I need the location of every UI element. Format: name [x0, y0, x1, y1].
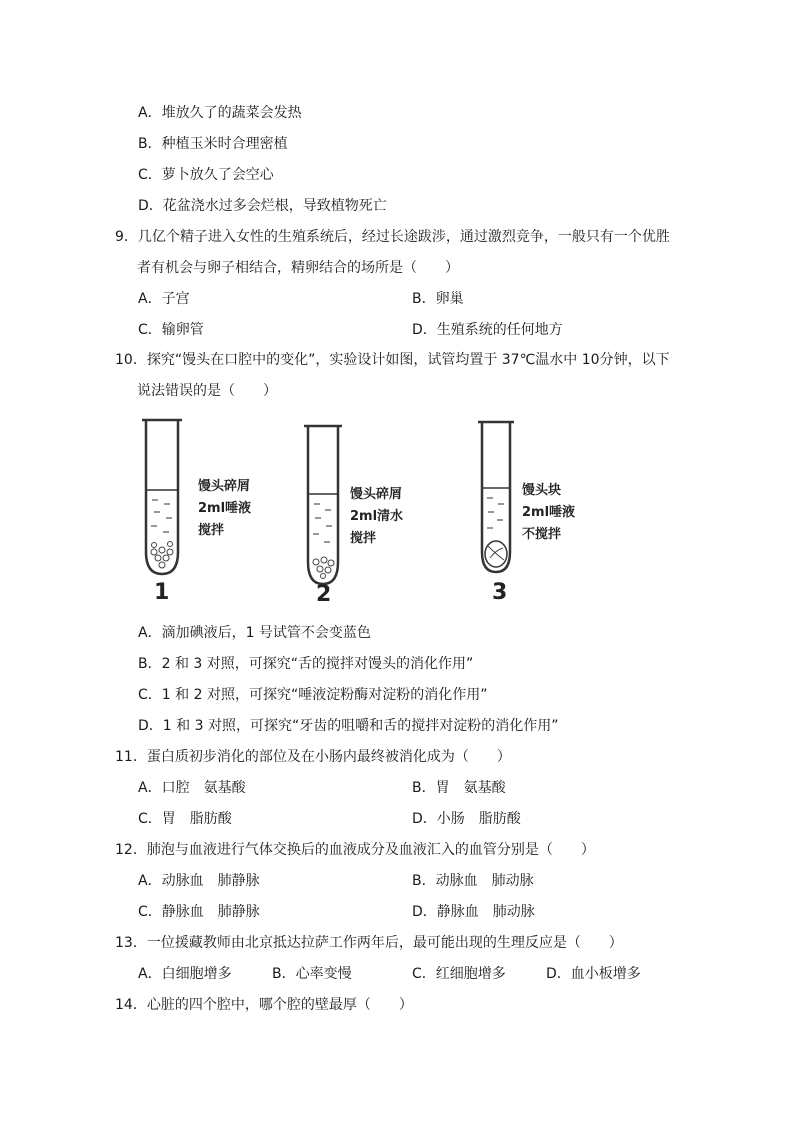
q12-option-c: C．静脉血 肺静脉: [138, 904, 260, 920]
q10-option-d: D．1 和 3 对照，可探究“牙齿的咀嚼和舌的搅拌对淀粉的消化作用”: [138, 718, 559, 734]
q10-stem-line2: 说法错误的是（ ）: [137, 383, 277, 399]
test-tube-2-icon: [304, 426, 342, 584]
q9-stem-line2: 者有机会与卵子相结合，精卵结合的场所是（ ）: [137, 260, 459, 276]
test-tube-3-icon: [478, 422, 514, 572]
q11-option-a: A．口腔 氨基酸: [138, 780, 246, 796]
q9-option-b: B．卵巢: [412, 291, 464, 307]
test-tube-figure: [120, 412, 680, 612]
tube-1-number: 1: [154, 580, 170, 605]
q10-option-b: B．2 和 3 对照，可探究“舌的搅拌对馒头的消化作用”: [138, 656, 474, 672]
q14-stem: 14．心脏的四个腔中，哪个腔的壁最厚（ ）: [115, 997, 413, 1013]
q8-option-c: C．萝卜放久了会空心: [138, 167, 274, 183]
q13-stem: 13．一位援藏教师由北京抵达拉萨工作两年后，最可能出现的生理反应是（ ）: [115, 935, 623, 951]
q11-option-c: C．胃 脂肪酸: [138, 811, 232, 827]
q11-stem: 11．蛋白质初步消化的部位及在小肠内最终被消化成为（ ）: [115, 749, 511, 765]
q9-option-c: C．输卵管: [138, 322, 204, 338]
q13-option-a: A．白细胞增多: [138, 966, 232, 982]
test-tube-1-icon: [142, 420, 182, 574]
q13-option-c: C．红细胞增多: [412, 966, 506, 982]
q13-option-d: D．血小板增多: [546, 966, 641, 982]
q11-option-d: D．小肠 脂肪酸: [412, 811, 521, 827]
tube-2-number: 2: [316, 582, 332, 607]
q9-stem-line1: 9．几亿个精子进入女性的生殖系统后，经过长途跋涉，通过激烈竞争，一般只有一个优胜: [115, 229, 670, 245]
q8-option-d: D．花盆浇水过多会烂根，导致植物死亡: [138, 198, 387, 214]
q10-option-a: A．滴加碘液后，1 号试管不会变蓝色: [138, 625, 371, 641]
q10-option-c: C．1 和 2 对照，可探究“唾液淀粉酶对淀粉的消化作用”: [138, 687, 488, 703]
q12-stem: 12．肺泡与血液进行气体交换后的血液成分及血液汇入的血管分别是（ ）: [115, 842, 595, 858]
q10-stem-line1: 10．探究“馒头在口腔中的变化”，实验设计如图，试管均置于 37℃温水中 10分钟，以下: [115, 352, 670, 368]
q8-option-a: A．堆放久了的蔬菜会发热: [138, 105, 302, 121]
q13-option-b: B．心率变慢: [272, 966, 352, 982]
tube-3-label: 馒头块 2ml唾液 不搅拌: [522, 483, 576, 542]
q9-option-d: D．生殖系统的任何地方: [412, 322, 563, 338]
tube-1-label: 馒头碎屑 2ml唾液 搅拌: [198, 479, 252, 538]
q11-option-b: B．胃 氨基酸: [412, 780, 506, 796]
q12-option-d: D．静脉血 肺动脉: [412, 904, 535, 920]
q12-option-b: B．动脉血 肺动脉: [412, 873, 534, 889]
tube-3-number: 3: [492, 580, 508, 605]
q9-option-a: A．子宫: [138, 291, 190, 307]
q12-option-a: A．动脉血 肺静脉: [138, 873, 260, 889]
tube-2-label: 馒头碎屑 2ml清水 搅拌: [350, 487, 404, 546]
q8-option-b: B．种植玉米时合理密植: [138, 136, 288, 152]
